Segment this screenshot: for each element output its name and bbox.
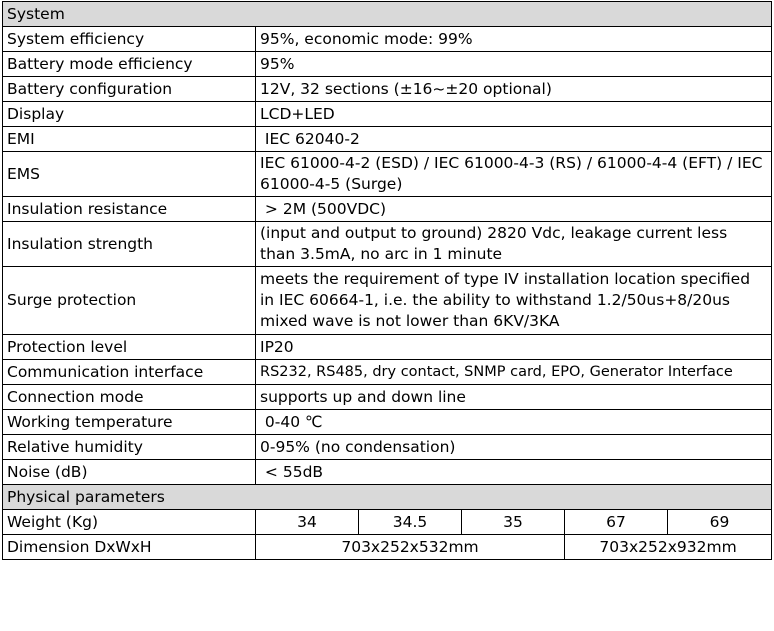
table-row	[3, 435, 772, 460]
dimension-value: 703x252x532mm	[256, 535, 565, 560]
row-label: Battery configuration	[3, 77, 256, 102]
row-label: Protection level	[3, 335, 256, 360]
table-row	[3, 52, 772, 77]
row-value: 12V, 32 sections (±16~±20 optional)	[256, 77, 772, 102]
table-row	[3, 460, 772, 485]
row-value: IEC 62040-2	[256, 127, 772, 152]
table-row	[3, 385, 772, 410]
dimension-label: Dimension DxWxH	[3, 535, 256, 560]
row-value: RS232, RS485, dry contact, SNMP card, EPO, Generator Interface	[256, 360, 772, 385]
table-row-dimension	[3, 535, 772, 560]
table-row	[3, 102, 772, 127]
row-label: EMS	[3, 152, 256, 197]
row-value: IP20	[256, 335, 772, 360]
row-label: Working temperature	[3, 410, 256, 435]
section-title-system: System	[3, 2, 772, 27]
row-label: Display	[3, 102, 256, 127]
row-value: 0-40 ℃	[256, 410, 772, 435]
table-row	[3, 335, 772, 360]
table-row	[3, 222, 772, 267]
row-value: < 55dB	[256, 460, 772, 485]
row-label: Battery mode efficiency	[3, 52, 256, 77]
weight-label: Weight (Kg)	[3, 510, 256, 535]
weight-value: 67	[565, 510, 668, 535]
row-value: IEC 61000-4-2 (ESD) / IEC 61000-4-3 (RS) / 61000-4-4 (EFT) / IEC 61000-4-5 (Surge)	[256, 152, 772, 197]
table-row	[3, 77, 772, 102]
table-row	[3, 152, 772, 197]
row-value: LCD+LED	[256, 102, 772, 127]
section-title-physical: Physical parameters	[3, 485, 772, 510]
row-label: Insulation resistance	[3, 197, 256, 222]
row-value: supports up and down line	[256, 385, 772, 410]
row-label: System efficiency	[3, 27, 256, 52]
dimension-value: 703x252x932mm	[565, 535, 772, 560]
table-row	[3, 267, 772, 335]
row-value: 95%, economic mode: 99%	[256, 27, 772, 52]
row-label: Insulation strength	[3, 222, 256, 267]
weight-value: 35	[462, 510, 565, 535]
row-label: Communication interface	[3, 360, 256, 385]
row-value: meets the requirement of type IV installation location specified in IEC 60664-1, i.e. the ability to withstand 1.2/50us+8/20us mixed wave is not lower than 6KV/3KA	[256, 267, 772, 335]
row-value: (input and output to ground) 2820 Vdc, leakage current less than 3.5mA, no arc in 1 minute	[256, 222, 772, 267]
row-value: > 2M (500VDC)	[256, 197, 772, 222]
table-row	[3, 360, 772, 385]
row-label: Surge protection	[3, 267, 256, 335]
weight-value: 34.5	[359, 510, 462, 535]
table-row	[3, 27, 772, 52]
row-label: Noise (dB)	[3, 460, 256, 485]
row-label: Relative humidity	[3, 435, 256, 460]
row-label: EMI	[3, 127, 256, 152]
table-row	[3, 410, 772, 435]
row-value: 0-95% (no condensation)	[256, 435, 772, 460]
weight-value: 34	[256, 510, 359, 535]
table-row	[3, 197, 772, 222]
row-label: Connection mode	[3, 385, 256, 410]
row-value: 95%	[256, 52, 772, 77]
section-row-system	[3, 2, 772, 27]
spec-table	[2, 1, 772, 560]
table-row-weight	[3, 510, 772, 535]
section-row-physical	[3, 485, 772, 510]
table-row	[3, 127, 772, 152]
weight-value: 69	[668, 510, 772, 535]
